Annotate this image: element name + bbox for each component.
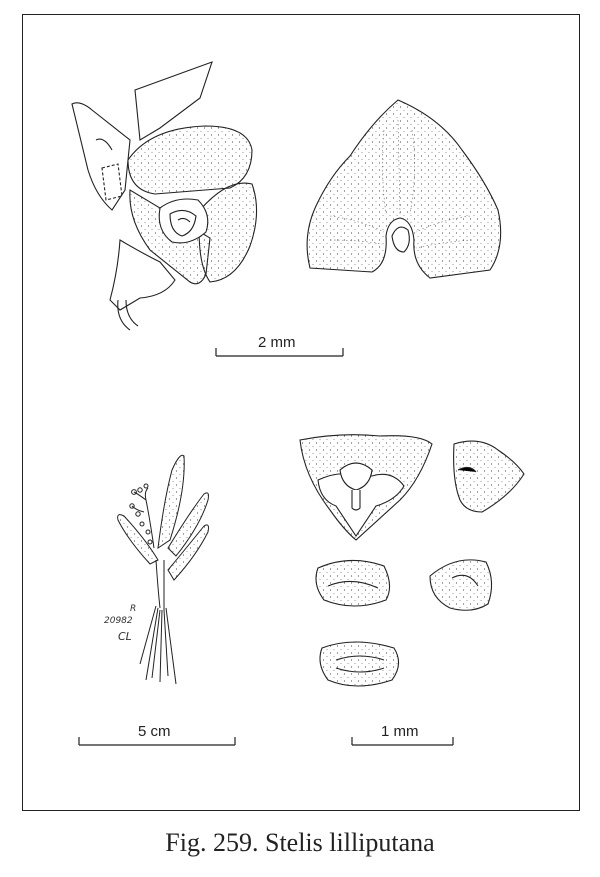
scale-label-5cm: 5 cm xyxy=(138,723,171,740)
collector-number: 20982 xyxy=(104,616,133,626)
collector-mark: R xyxy=(130,604,137,614)
dissected-flower-parts xyxy=(300,435,524,686)
scale-label-2mm: 2 mm xyxy=(258,334,296,351)
artist-initials: CL xyxy=(118,630,132,643)
flower-lateral-view xyxy=(72,62,257,330)
sepals-spread-view xyxy=(307,100,501,278)
plant-habit xyxy=(118,455,209,684)
figure-caption: Fig. 259. Stelis lilliputana xyxy=(165,828,435,857)
scale-label-1mm: 1 mm xyxy=(381,723,419,740)
